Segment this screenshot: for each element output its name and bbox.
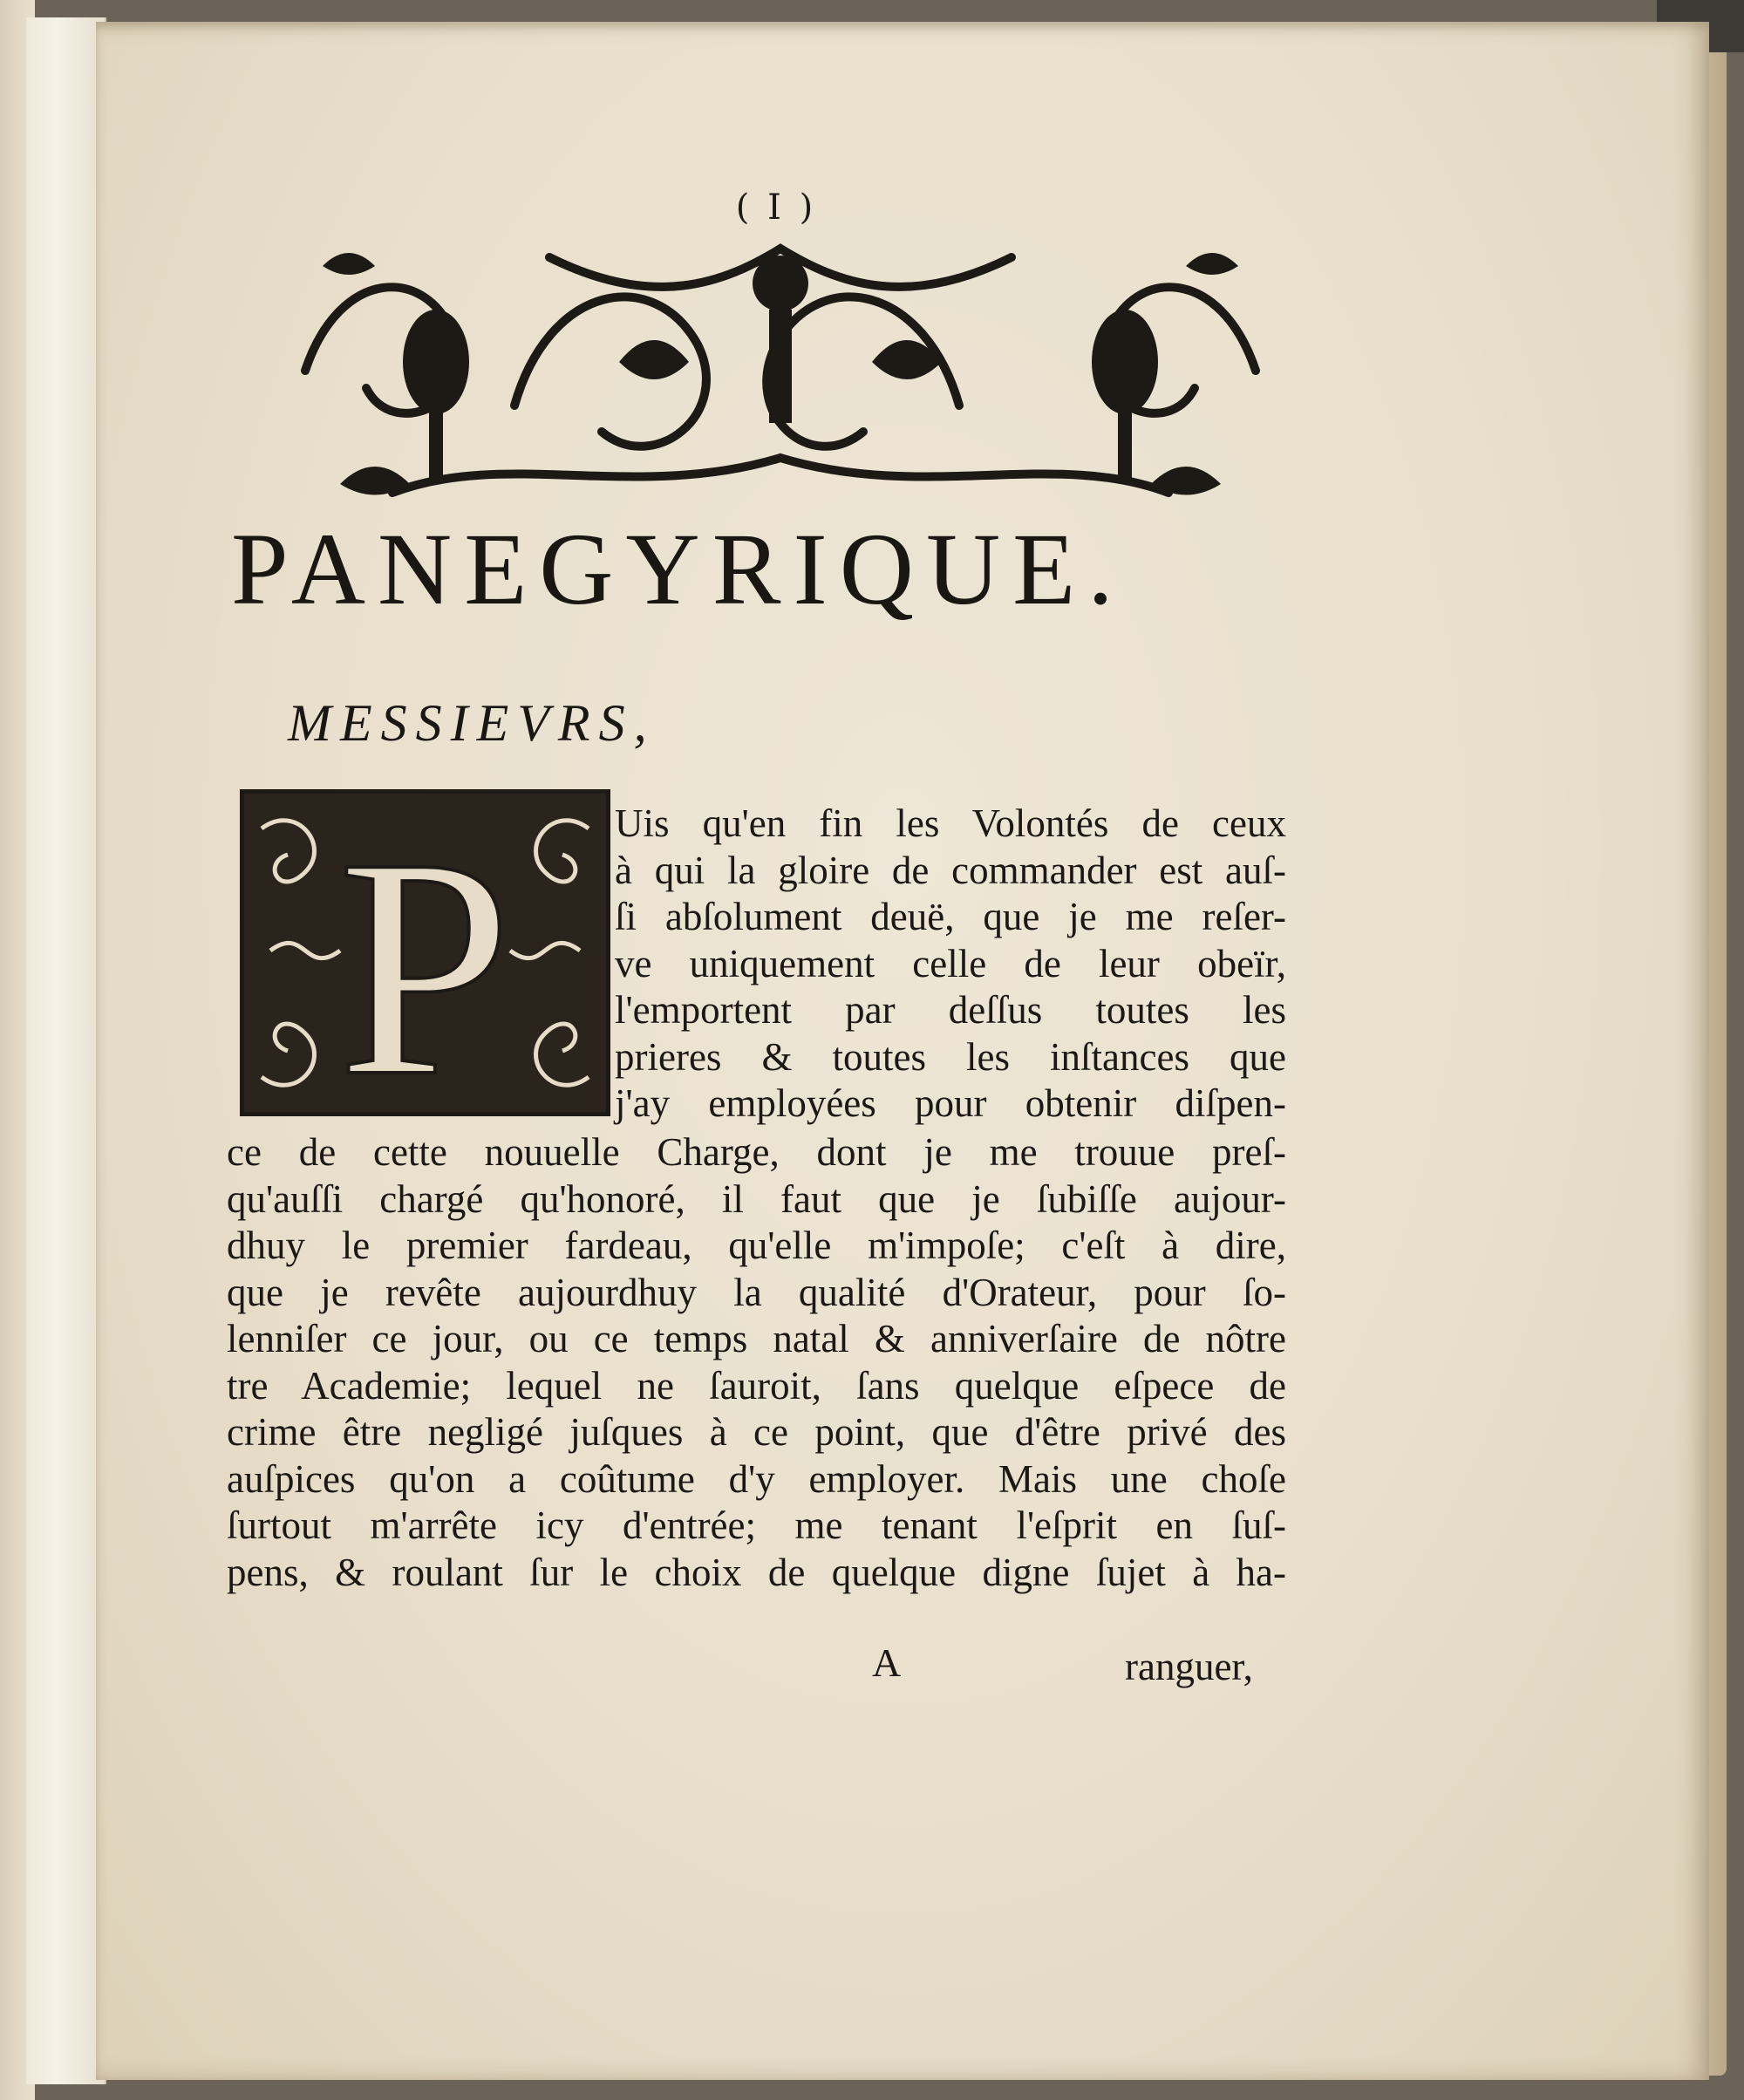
page-number: ( I ) — [735, 188, 817, 228]
text-line: l'emportent par deſſus toutes les — [615, 988, 1286, 1032]
text-line: dhuy le premier fardeau, qu'elle m'impoſe; c'eſt à dire, — [227, 1224, 1286, 1267]
page-title: PANEGYRIQUE. — [231, 512, 1126, 626]
salutation: MESSIEVRS, — [288, 694, 656, 752]
text-line: crime être negligé juſques à ce point, que d'être privé des — [227, 1410, 1286, 1454]
text-line: à qui la gloire de commander est auſ- — [615, 848, 1286, 892]
binding-strip — [26, 17, 106, 2084]
text-line: tre Academie; lequel ne ſauroit, ſans quelque eſpece de — [227, 1363, 1286, 1408]
catchword: ranguer, — [1125, 1645, 1253, 1688]
text-line: ce de cette nouuelle Charge, dont je me trouue preſ- — [227, 1130, 1286, 1174]
signature-mark: A — [872, 1640, 902, 1685]
text-line: prieres & toutes les inſtances que — [615, 1034, 1286, 1079]
woodcut-headpiece-ornament — [288, 231, 1273, 515]
text-line: ve uniquement celle de leur obeïr, — [615, 941, 1286, 985]
paragraph-full-width — [227, 1129, 1286, 1596]
text-line: ſi abſolument deuë, que je me reſer- — [615, 895, 1286, 938]
initial-letter-glyph: P — [337, 793, 513, 1116]
text-line: j'ay employées pour obtenir diſpen- — [615, 1081, 1286, 1125]
text-line: auſpices qu'on a coûtume d'y employer. Mais une choſe — [227, 1456, 1286, 1501]
text-line: Uis qu'en fin les Volontés de ceux — [615, 801, 1286, 845]
text-line: pens, & roulant ſur le choix de quelque digne ſujet à ha- — [227, 1550, 1286, 1594]
text-line: que je revête aujourdhuy la qualité d'Orateur, pour ſo- — [227, 1270, 1286, 1314]
text-line: ſurtout m'arrête icy d'entrée; me tenant l'eſprit en ſuſ- — [227, 1503, 1286, 1547]
text-line: lenniſer ce jour, ou ce temps natal & anniverſaire de nôtre — [227, 1317, 1286, 1360]
decorated-initial-letter — [240, 789, 610, 1116]
text-line: qu'auſſi chargé qu'honoré, il faut que je ſubiſſe aujour- — [227, 1176, 1286, 1221]
paragraph-beside-initial — [615, 801, 1286, 1128]
